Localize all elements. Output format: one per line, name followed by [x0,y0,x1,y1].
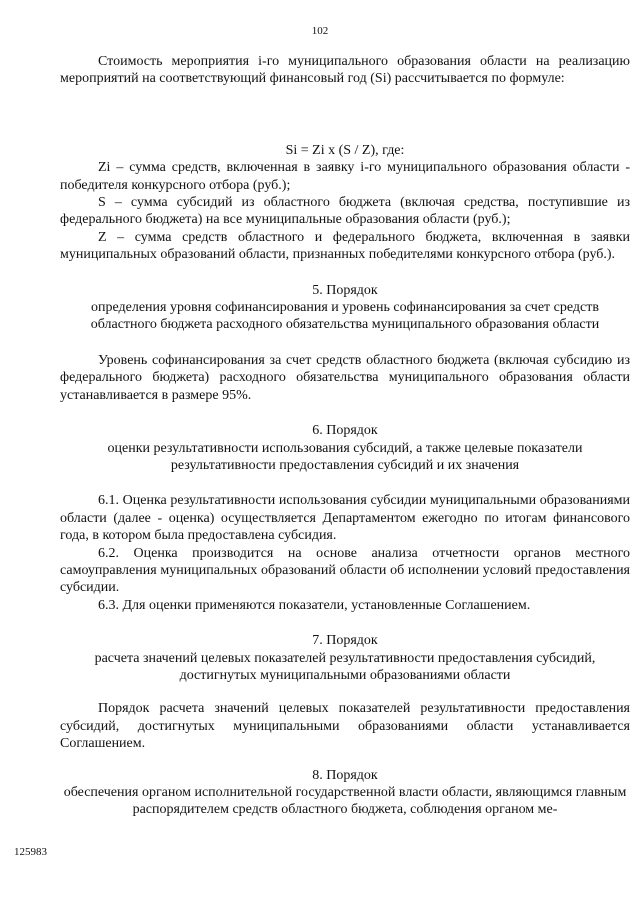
section-7-heading: 7. Порядок [312,633,378,649]
section-8-subtitle: обеспечения органом исполнительной государственной власти области, являющимся главным распорядителем средств областного бюджета, соблюдения органом ме- [63,785,627,818]
section-7-subtitle: расчета значений целевых показателей результативности предоставления субсидий, достигнутых муниципальными образованиями области [94,650,596,683]
section-6-heading: 6. Порядок [312,423,378,439]
definition-s: S – сумма субсидий из областного бюджета (включая средства, поступившие из федерального бюджета) на все муниципальные образования области (руб.); [60,195,630,228]
formula: Si = Zi x (S / Z), где: [285,142,405,158]
section-6-paragraph-3: 6.3. Для оценки применяются показатели, установленные Соглашением. [98,597,531,613]
section-6-subtitle: оценки результативности использования субсидий, а также целевые показатели результативности предоставления субсидий и их значения [107,440,583,473]
section-6-paragraph-1: 6.1. Оценка результативности использования субсидии муниципальными образованиями области (далее - оценка) осуществляется Департаментом ежегодно по итогам финансового года, в котором была предоставлена субсидия. [60,493,630,544]
page-content [60,53,630,819]
section-6-paragraph-2: 6.2. Оценка производится на основе анализа отчетности органов местного самоуправления муниципальных образований области об исполнении условий предоставления субсидии. [60,545,630,596]
section-5-heading: 5. Порядок [312,282,378,298]
intro-paragraph: Стоимость мероприятия i-го муниципального образования области на реализацию мероприятий на соответствующий финансовый год (Si) рассчитывается по формуле: [60,54,630,87]
section-5-paragraph: Уровень софинансирования за счет средств областного бюджета (включая субсидию из федерального бюджета) расходного обязательства муниципального образования области устанавливается в размере 95%. [60,352,630,403]
document-id: 125983 [14,846,47,858]
section-5-subtitle: определения уровня софинансирования и уровень софинансирования за счет средств областного бюджета расходного обязательства муниципального образования области [90,300,600,333]
page-number: 102 [311,25,329,37]
section-7-paragraph: Порядок расчета значений целевых показателей результативности предоставления субсидий, достигнутых муниципальными образованиями области устанавливается Соглашением. [60,701,630,752]
definition-zi: Zi – сумма средств, включенная в заявку i-го муниципального образования области - победителя конкурсного отбора (руб.); [60,160,630,193]
section-8-heading: 8. Порядок [312,767,378,783]
definition-z: Z – сумма средств областного и федерального бюджета, включенная в заявки муниципальных образований области, признанных победителями конкурсного отбора (руб.). [60,229,630,263]
